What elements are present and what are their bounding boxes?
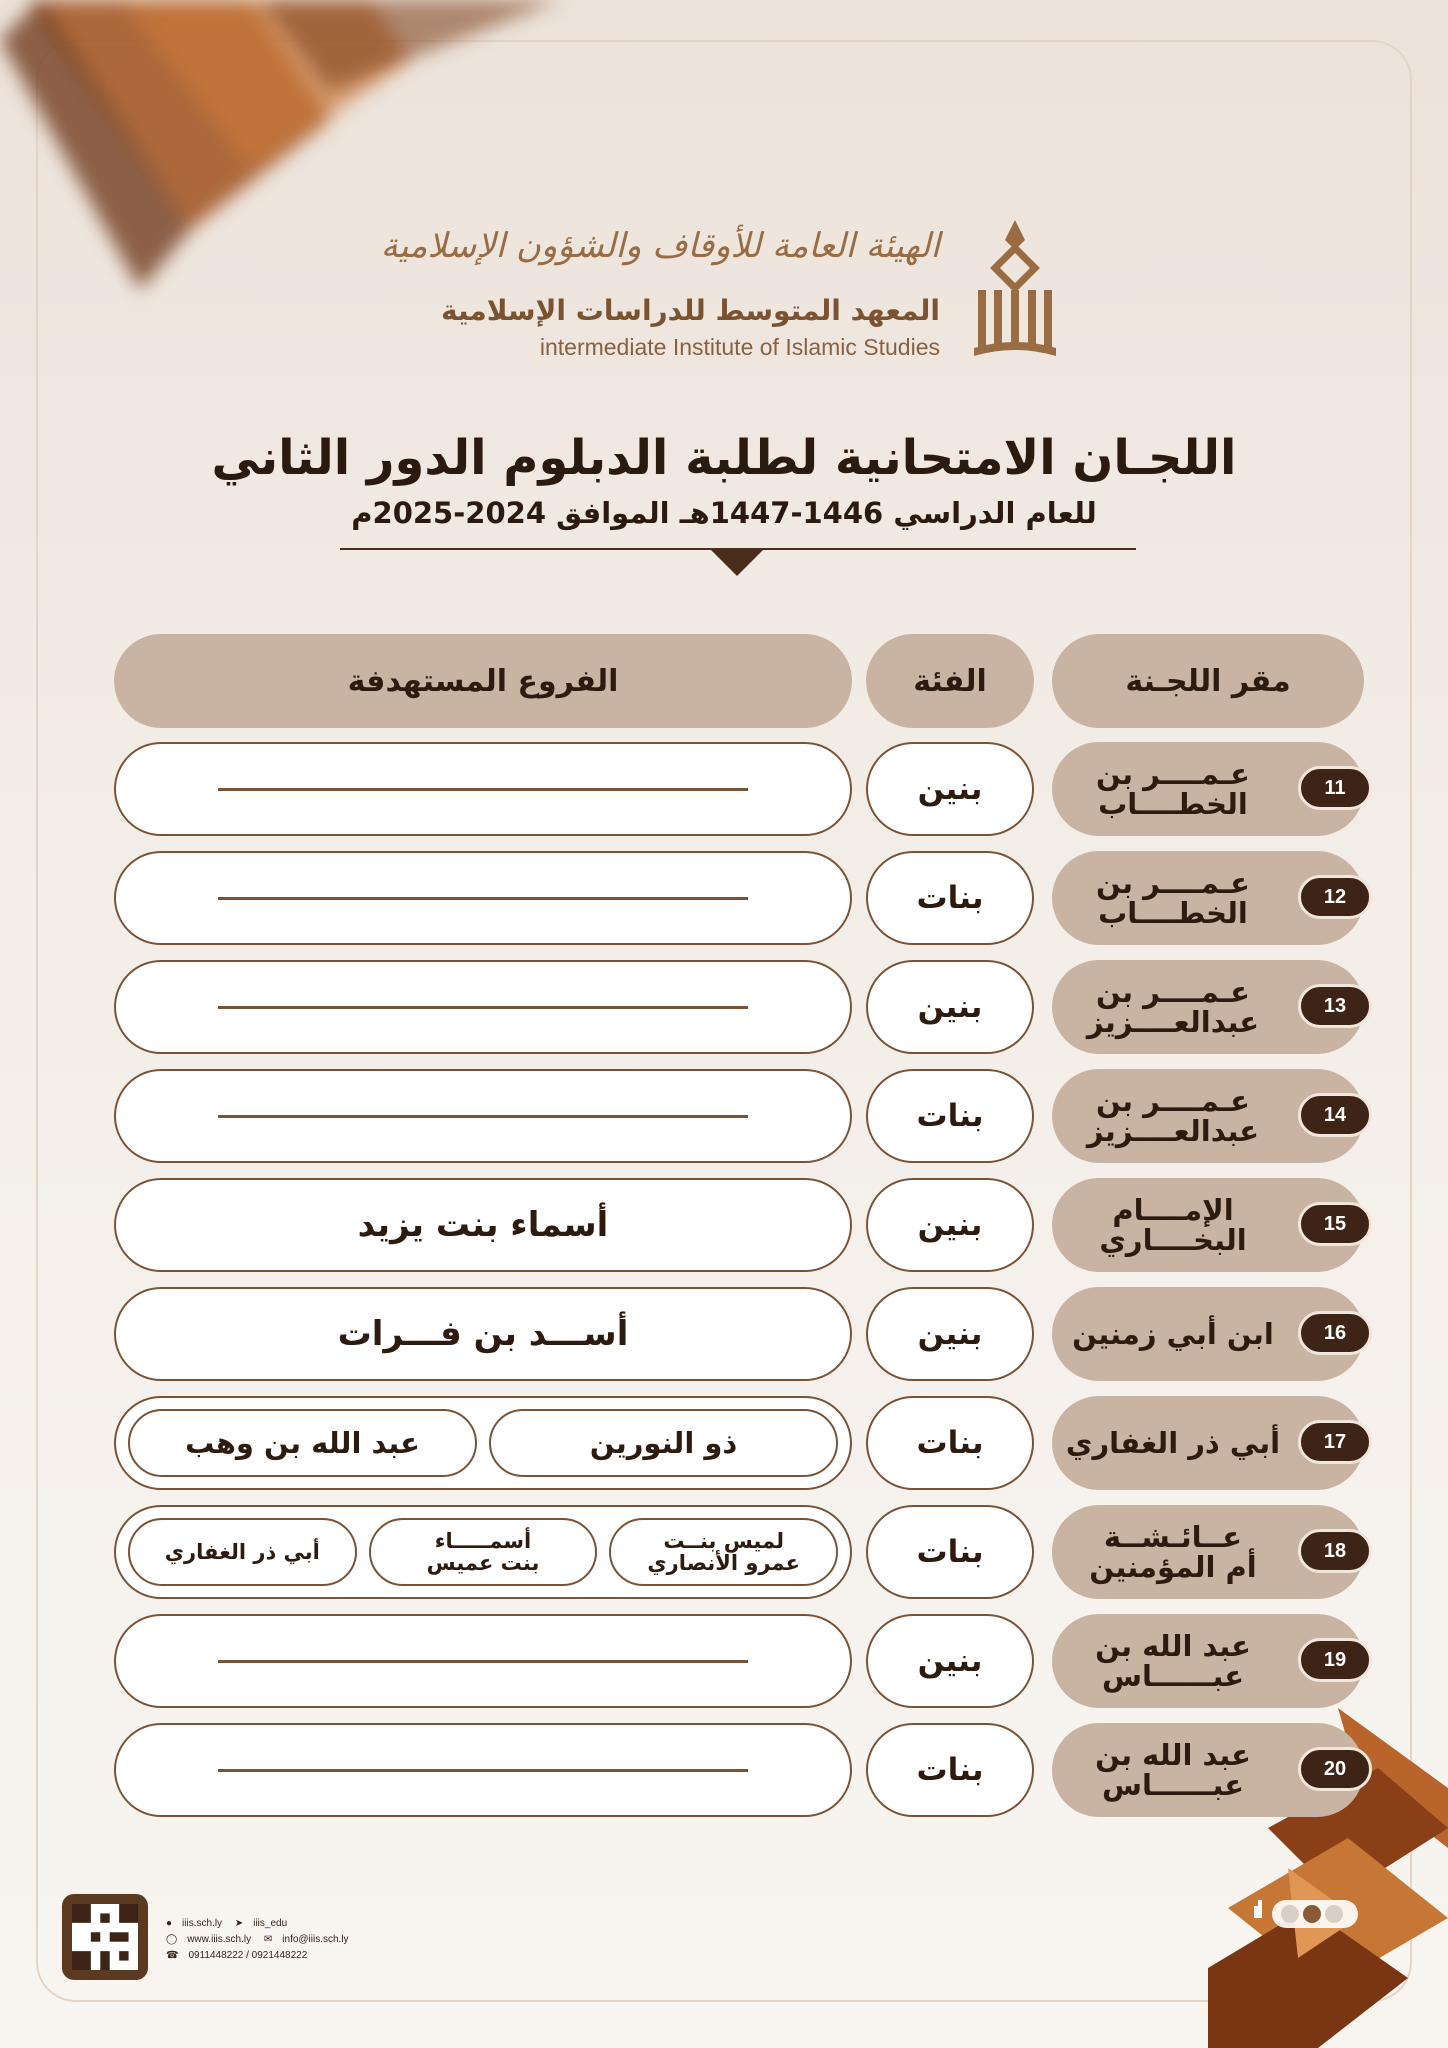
category-cell: بنين bbox=[866, 1178, 1034, 1272]
committee-number-badge: 17 bbox=[1298, 1420, 1372, 1464]
column-header-branches: الفروع المستهدفة bbox=[114, 634, 852, 728]
column-header-seat: مقر اللجـنة bbox=[1052, 634, 1364, 728]
seat-pill bbox=[1052, 851, 1364, 945]
institute-header bbox=[380, 220, 1060, 370]
branch-name: أســـد بن فـــرات bbox=[337, 1314, 629, 1354]
committee-seat-name: ابن أبي زمنين bbox=[1072, 1316, 1274, 1351]
phone-numbers: 0911448222 / 0921448222 bbox=[188, 1950, 308, 1961]
branches-cell bbox=[114, 1178, 852, 1272]
category-cell: بنات bbox=[866, 1396, 1034, 1490]
table-row bbox=[0, 1505, 1448, 1599]
telegram-icon: ➤ bbox=[234, 1918, 244, 1929]
seat-pill bbox=[1052, 1614, 1364, 1708]
branches-cell bbox=[114, 1396, 852, 1490]
title-divider-arrow bbox=[711, 550, 763, 576]
table-row bbox=[0, 1396, 1448, 1490]
committee-seat-name: عبد الله بن عبــــــاس bbox=[1095, 1737, 1251, 1802]
table-row bbox=[0, 960, 1448, 1054]
table-row bbox=[0, 1614, 1448, 1708]
seat-pill bbox=[1052, 1178, 1364, 1272]
category-cell: بنين bbox=[866, 1614, 1034, 1708]
branch-name-pill: أبي ذر الغفاري bbox=[128, 1518, 357, 1586]
category-cell: بنين bbox=[866, 742, 1034, 836]
institute-name-english: intermediate Institute of Islamic Studies bbox=[539, 334, 940, 360]
email-link[interactable]: info@iiis.sch.ly bbox=[282, 1934, 349, 1945]
committee-seat-name: عبد الله بن عبــــــاس bbox=[1095, 1628, 1251, 1693]
institute-name-arabic: المعهد المتوسط للدراسات الإسلامية bbox=[441, 294, 940, 327]
committee-seat-name: عـمــــر بن الخطــــاب bbox=[1096, 865, 1250, 930]
institute-logo-icon bbox=[970, 220, 1060, 360]
contact-info bbox=[166, 1916, 359, 1964]
branches-cell bbox=[114, 1287, 852, 1381]
committee-number-badge: 16 bbox=[1298, 1311, 1372, 1355]
table-row bbox=[0, 851, 1448, 945]
footer bbox=[62, 1894, 562, 1980]
branches-cell bbox=[114, 851, 852, 945]
seat-pill bbox=[1052, 1396, 1364, 1490]
branches-cell bbox=[114, 960, 852, 1054]
table-row bbox=[0, 1287, 1448, 1381]
seat-pill bbox=[1052, 1069, 1364, 1163]
branches-cell bbox=[114, 1069, 852, 1163]
empty-branch-line bbox=[218, 788, 748, 791]
category-cell: بنين bbox=[866, 1287, 1034, 1381]
seat-pill bbox=[1052, 1287, 1364, 1381]
branch-name-pill: ذو النورين bbox=[489, 1409, 838, 1477]
branches-cell bbox=[114, 1723, 852, 1817]
category-cell: بنات bbox=[866, 1505, 1034, 1599]
branches-cell bbox=[114, 1614, 852, 1708]
committee-seat-name: أبي ذر الغفاري bbox=[1065, 1425, 1281, 1460]
category-cell: بنات bbox=[866, 1723, 1034, 1817]
branches-cell bbox=[114, 742, 852, 836]
page-title: اللجـان الامتحانية لطلبة الدبلوم الدور الثاني bbox=[211, 430, 1237, 486]
committee-seat-name: عـمــــر بن عبدالعــــزيز bbox=[1086, 1083, 1260, 1148]
table-row bbox=[0, 1069, 1448, 1163]
mail-icon: ✉ bbox=[263, 1934, 273, 1945]
committee-number-badge: 15 bbox=[1298, 1202, 1372, 1246]
column-header-category: الفئة bbox=[866, 634, 1034, 728]
telegram-handle[interactable]: iiis_edu bbox=[253, 1918, 288, 1929]
seat-pill bbox=[1052, 742, 1364, 836]
facebook-icon: ● bbox=[166, 1918, 173, 1929]
branch-name-pill: عبد الله بن وهب bbox=[128, 1409, 477, 1477]
empty-branch-line bbox=[218, 1006, 748, 1009]
empty-branch-line bbox=[218, 1660, 748, 1663]
empty-branch-line bbox=[218, 1115, 748, 1118]
institution-calligraphy: الهيئة العامة للأوقاف والشؤون الإسلامية bbox=[380, 226, 940, 266]
seat-pill bbox=[1052, 960, 1364, 1054]
committee-number-badge: 12 bbox=[1298, 875, 1372, 919]
seat-pill bbox=[1052, 1505, 1364, 1599]
branch-name-pill: أسمـــــاء بنت عميس bbox=[369, 1518, 598, 1586]
committee-number-badge: 18 bbox=[1298, 1529, 1372, 1573]
table-row bbox=[0, 742, 1448, 836]
branches-cell bbox=[114, 1505, 852, 1599]
phone-icon: ☎ bbox=[166, 1950, 179, 1961]
branch-name: أسماء بنت يزيد bbox=[357, 1205, 609, 1245]
committee-seat-name: عــائـشــة أم المؤمنين bbox=[1089, 1519, 1257, 1584]
page-subtitle: للعام الدراسي 1446-1447هـ الموافق 2024-2025م bbox=[351, 496, 1097, 530]
committee-seat-name: عـمــــر بن عبدالعــــزيز bbox=[1086, 974, 1260, 1039]
branch-list bbox=[116, 1518, 850, 1586]
committee-seat-name: الإمــــام البخــــاري bbox=[1099, 1192, 1247, 1257]
facebook-handle[interactable]: iiis.sch.ly bbox=[182, 1918, 223, 1929]
committee-number-badge: 13 bbox=[1298, 984, 1372, 1028]
pointer-hand-icon bbox=[1254, 1900, 1262, 1918]
empty-branch-line bbox=[218, 897, 748, 900]
committee-number-badge: 20 bbox=[1298, 1747, 1372, 1791]
category-cell: بنات bbox=[866, 851, 1034, 945]
branch-name-pill: لميس بنــت عمرو الأنصاري bbox=[609, 1518, 838, 1586]
committee-number-badge: 19 bbox=[1298, 1638, 1372, 1682]
empty-branch-line bbox=[218, 1769, 748, 1772]
committee-seat-name: عـمــــر بن الخطــــاب bbox=[1096, 756, 1250, 821]
qr-pattern-icon bbox=[72, 1904, 138, 1970]
category-cell: بنات bbox=[866, 1069, 1034, 1163]
website-link[interactable]: www.iiis.sch.ly bbox=[187, 1934, 252, 1945]
table-row bbox=[0, 1723, 1448, 1817]
committee-number-badge: 11 bbox=[1298, 766, 1372, 810]
branch-list bbox=[116, 1409, 850, 1477]
table-row bbox=[0, 1178, 1448, 1272]
committee-number-badge: 14 bbox=[1298, 1093, 1372, 1137]
globe-icon: ◯ bbox=[166, 1934, 178, 1945]
category-cell: بنين bbox=[866, 960, 1034, 1054]
qr-code bbox=[62, 1894, 148, 1980]
page-indicator-dots bbox=[1248, 1896, 1360, 1932]
seat-pill bbox=[1052, 1723, 1364, 1817]
